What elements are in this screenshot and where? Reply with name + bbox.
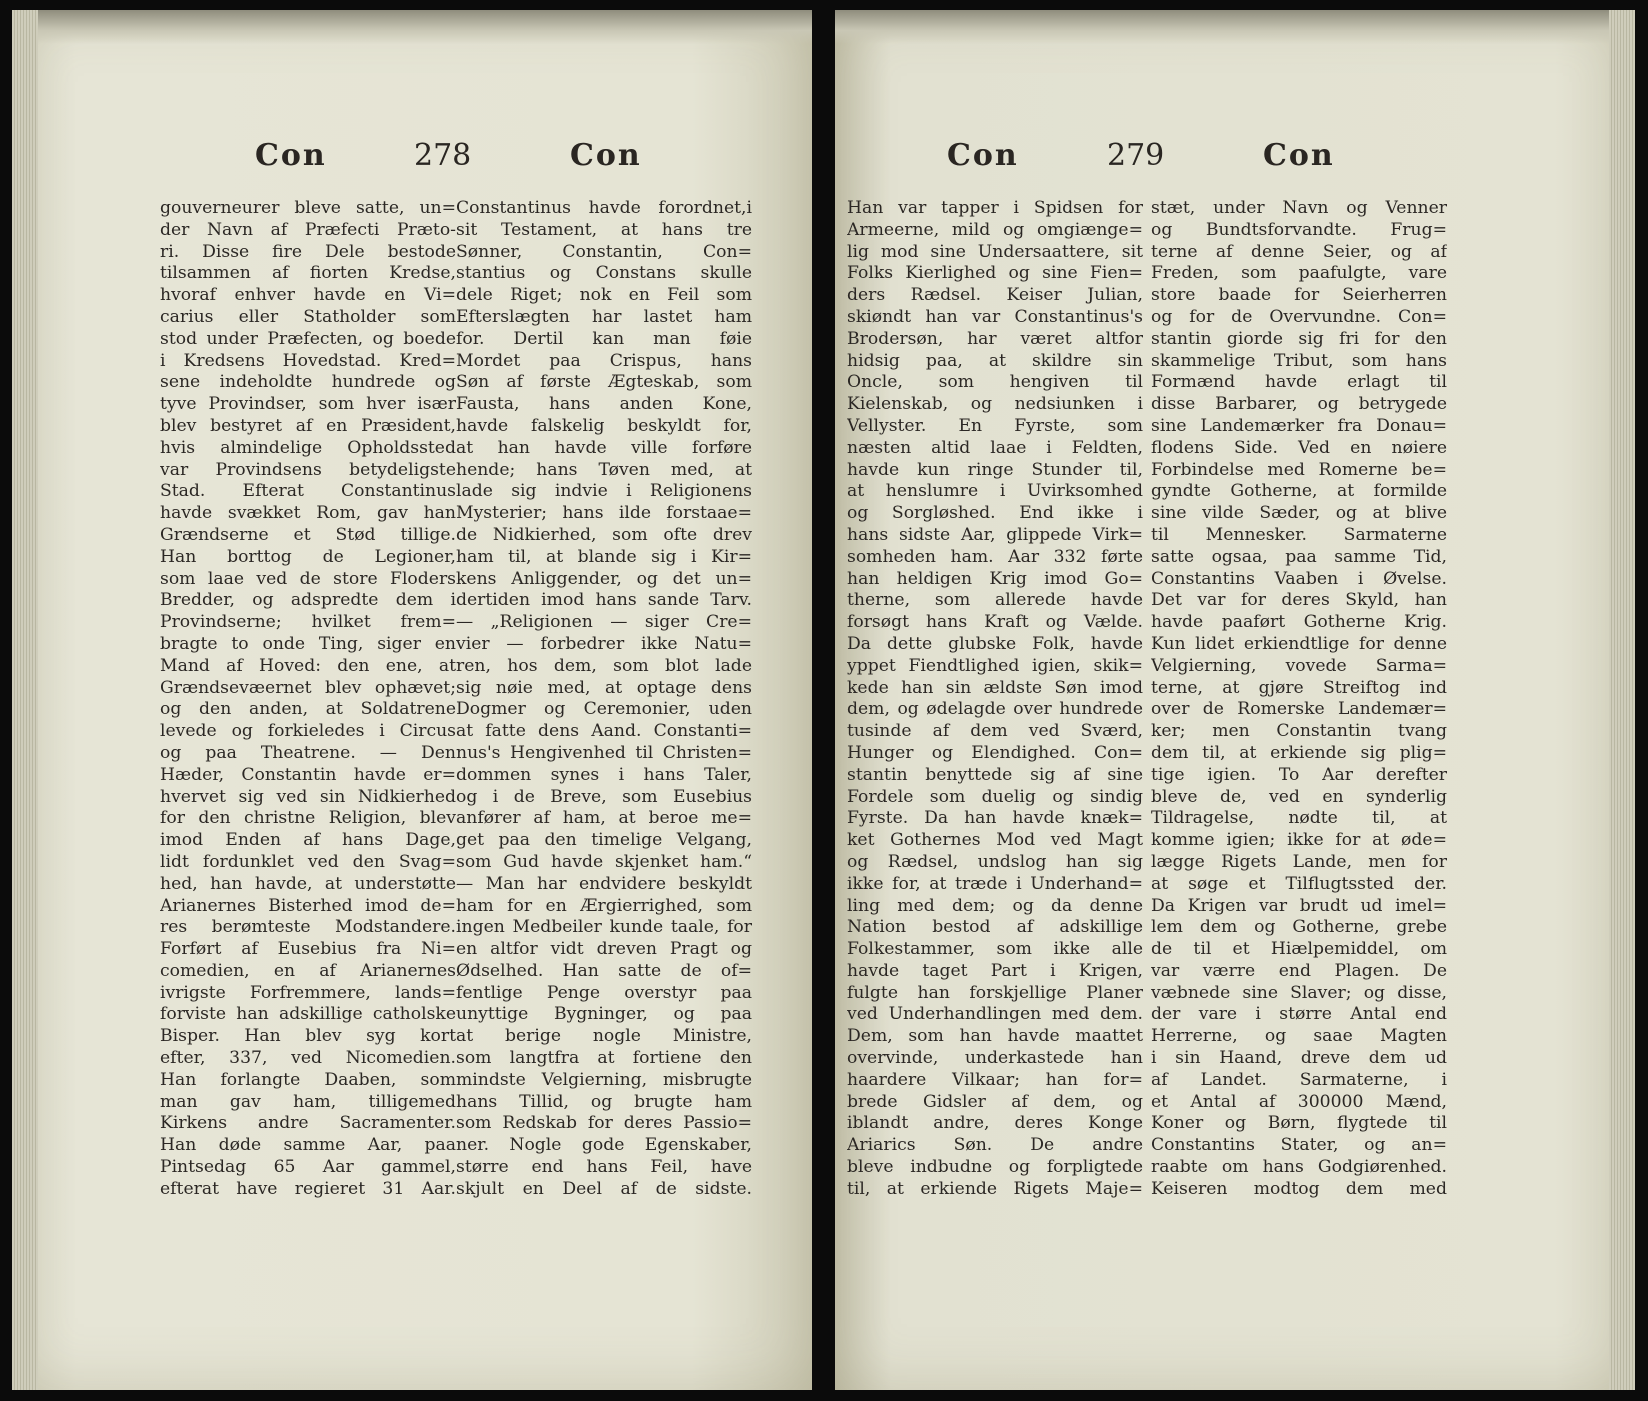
text-line: at henslumre i Uvirksomhed [847, 481, 1143, 502]
text-line: anfører af ham, at beroe me= [456, 808, 752, 829]
text-line: Koner og Børn, flygtede til [1151, 1113, 1447, 1134]
text-line: Da Krigen var brudt ud imel= [1151, 895, 1447, 916]
text-line: man gav ham, tilligemed [160, 1091, 456, 1112]
text-column-left [160, 198, 456, 1201]
text-line: større end hans Feil, have [456, 1157, 752, 1178]
text-line: Keiseren modtog dem med [1151, 1178, 1447, 1199]
text-line: til, at erkiende Rigets Maje= [847, 1178, 1143, 1199]
text-line: Brodersøn, har været altfor [847, 328, 1143, 349]
text-line: Fausta, hans anden Kone, [456, 394, 752, 415]
text-line: og den anden, at Soldatrene [160, 699, 456, 720]
text-line: tyve Provindser, som hver især [160, 394, 456, 415]
text-line: der Navn af Præfecti Præto- [160, 219, 456, 240]
text-line: kens Anliggender, og det un= [456, 568, 752, 589]
text-line: Ødselhed. Han satte de of= [456, 960, 752, 981]
text-line: Dogmer og Ceremonier, uden [456, 699, 752, 720]
text-line: Constantinus havde forordnet,i [456, 198, 752, 218]
text-line: ham for en Ærgierrighed, som [456, 895, 752, 916]
text-line: blev bestyret af en Præsident, [160, 415, 456, 436]
text-line: at søge et Tilflugtssted der. [1151, 873, 1447, 894]
text-line: dele Riget; nok en Feil som [456, 285, 752, 306]
text-line: raabte om hans Godgiørenhed. [1151, 1157, 1447, 1178]
text-line: ri. Disse fire Dele bestode [160, 241, 456, 262]
text-line: var Provindsens betydeligste [160, 459, 456, 480]
text-line: sene indeholdte hundrede og [160, 372, 456, 393]
text-line: der vare i større Antal end [1151, 1004, 1447, 1025]
text-line: væbnede sine Slaver; og disse, [1151, 982, 1447, 1003]
text-line: Provindserne; hvilket frem= [160, 612, 456, 633]
text-line: — „Religionen — siger Cre= [456, 612, 752, 633]
text-line: lidt fordunklet ved den Svag= [160, 851, 456, 872]
page-number: 279 [1107, 138, 1165, 173]
text-line: hvoraf enhver havde en Vi= [160, 285, 456, 306]
text-line: somheden ham. Aar 332 førte [847, 546, 1143, 567]
text-line: stantius og Constans skulle [456, 263, 752, 284]
text-line: therne, som allerede havde [847, 590, 1143, 611]
text-line: for. Dertil kan man føie [456, 328, 752, 349]
text-line: tilsammen af fiorten Kredse, [160, 263, 456, 284]
text-line: get paa den timelige Velgang, [456, 830, 752, 851]
text-line: Kun lidet erkiendtlige for denne [1151, 633, 1447, 654]
text-line: til Mennesker. Sarmaterne [1151, 524, 1447, 545]
text-line: havde taget Part i Krigen, [847, 960, 1143, 981]
text-line: Han forlangte Daaben, som [160, 1069, 456, 1090]
text-line: hans sidste Aar, glippede Virk= [847, 524, 1143, 545]
text-line: Oncle, som hengiven til [847, 372, 1143, 393]
text-line: disse Barbarer, og betrygede [1151, 394, 1447, 415]
text-line: at han havde ville forføre [456, 437, 752, 458]
text-line: bleve indbudne og forpligtede [847, 1157, 1143, 1178]
text-line: at fatte dens Aand. Constanti= [456, 721, 752, 742]
text-line: Dem, som han havde maattet [847, 1026, 1143, 1047]
text-line: stæt, under Navn og Venner [1151, 198, 1447, 218]
text-line: Forført af Eusebius fra Ni= [160, 939, 456, 960]
text-line: fulgte han forskjellige Planer [847, 982, 1143, 1003]
text-line: lem dem og Gotherne, grebe [1151, 917, 1447, 938]
text-line: Han døde samme Aar, paa [160, 1135, 456, 1156]
text-line: havde svækket Rom, gav han [160, 503, 456, 524]
text-line: store baade for Seierherren [1151, 285, 1447, 306]
text-line: Kielenskab, og nedsiunken i [847, 394, 1143, 415]
text-line: havde paaført Gotherne Krig. [1151, 612, 1447, 633]
text-line: i sin Haand, dreve dem ud [1151, 1048, 1447, 1069]
text-line: Grændserne et Stød tillige. [160, 524, 456, 545]
text-line: satte ogsaa, paa samme Tid, [1151, 546, 1447, 567]
text-line: kede han sin ældste Søn imod [847, 677, 1143, 698]
text-line: brede Gidsler af dem, og [847, 1091, 1143, 1112]
text-line: hidsig paa, at skildre sin [847, 350, 1143, 371]
header-left-word: Con [255, 138, 327, 173]
text-line: Formænd havde erlagt til [1151, 372, 1447, 393]
text-line: stantin giorde sig fri for den [1151, 328, 1447, 349]
text-line: nus's Hengivenhed til Christen= [456, 742, 752, 763]
text-line: hvis almindelige Opholdssted [160, 437, 456, 458]
text-line: Folkestammer, som ikke alle [847, 939, 1143, 960]
text-line: en altfor vidt dreven Pragt og [456, 939, 752, 960]
text-line: haardere Vilkaar; han for= [847, 1069, 1143, 1090]
text-line: Herrerne, og saae Magten [1151, 1026, 1447, 1047]
text-line: ket Gothernes Mod ved Magt [847, 830, 1143, 851]
text-line: i Kredsens Hovedstad. Kred= [160, 350, 456, 371]
text-line: terne, at gjøre Streiftog ind [1151, 677, 1447, 698]
text-line: lade sig indvie i Religionens [456, 481, 752, 502]
text-line: Hunger og Elendighed. Con= [847, 742, 1143, 763]
text-line: Sønner, Constantin, Con= [456, 241, 752, 262]
text-line: ling med dem; og da denne [847, 895, 1143, 916]
text-line: Vellyster. En Fyrste, som [847, 415, 1143, 436]
text-line: lig mod sine Undersaattere, sit [847, 241, 1143, 262]
text-line: Nation bestod af adskillige [847, 917, 1143, 938]
text-line: ivrigste Forfremmere, lands= [160, 982, 456, 1003]
text-line: stantin benyttede sig af sine [847, 764, 1143, 785]
text-column-right [1151, 198, 1447, 1201]
page-top-shadow [835, 10, 1635, 44]
text-line: og i de Breve, som Eusebius [456, 786, 752, 807]
text-line: som langtfra at fortiene den [456, 1048, 752, 1069]
text-line: Fyrste. Da han havde knæk= [847, 808, 1143, 829]
text-line: Fordele som duelig og sindig [847, 786, 1143, 807]
text-line: lægge Rigets Lande, men for [1151, 851, 1447, 872]
page-number: 278 [414, 138, 472, 173]
text-line: skammelige Tribut, som hans [1151, 350, 1447, 371]
text-line: Forbindelse med Romerne be= [1151, 459, 1447, 480]
text-line: efterat have regieret 31 Aar. [160, 1178, 456, 1199]
text-line: og for de Overvundne. Con= [1151, 306, 1447, 327]
text-line: flodens Side. Ved en nøiere [1151, 437, 1447, 458]
text-line: ren, hos dem, som blot lade [456, 655, 752, 676]
text-line: Constantins Vaaben i Øvelse. [1151, 568, 1447, 589]
text-line: overvinde, underkastede han [847, 1048, 1143, 1069]
text-line: Stad. Efterat Constantinus [160, 481, 456, 502]
text-line: dertiden imod hans sande Tarv. [456, 590, 752, 611]
text-line: de Nidkierhed, som ofte drev [456, 524, 752, 545]
text-line: havde kun ringe Stunder til, [847, 459, 1143, 480]
text-line: Velgierning, vovede Sarma= [1151, 655, 1447, 676]
text-line: at berige nogle Ministre, [456, 1026, 752, 1047]
text-line: Mysterier; hans ilde forstaae= [456, 503, 752, 524]
text-line: Armeerne, mild og omgiænge= [847, 219, 1143, 240]
header-right-word: Con [570, 138, 642, 173]
text-line: var værre end Plagen. De [1151, 960, 1447, 981]
page-edge [12, 10, 38, 1390]
text-line: komme igien; ikke for at øde= [1151, 830, 1447, 851]
text-line: Han var tapper i Spidsen for [847, 198, 1143, 218]
text-line: Grændsevæernet blev ophævet; [160, 677, 456, 698]
text-line: sine Landemærker fra Donau= [1151, 415, 1447, 436]
text-line: Ariarics Søn. De andre [847, 1135, 1143, 1156]
text-line: carius eller Statholder som [160, 306, 456, 327]
text-line: Efterslægten har lastet ham [456, 306, 752, 327]
text-line: hende; hans Tøven med, at [456, 459, 752, 480]
text-line: terne af denne Seier, og af [1151, 241, 1447, 262]
text-line: Tildragelse, nødte til, at [1151, 808, 1447, 829]
text-line: iblandt andre, deres Konge [847, 1113, 1143, 1134]
text-line: og Rædsel, undslog han sig [847, 851, 1143, 872]
text-line: han heldigen Krig imod Go= [847, 568, 1143, 589]
text-line: tige igien. To Aar derefter [1151, 764, 1447, 785]
text-line: Arianernes Bisterhed imod de= [160, 895, 456, 916]
text-line: tusinde af dem ved Sværd, [847, 721, 1143, 742]
text-line: forsøgt hans Kraft og Vælde. [847, 612, 1143, 633]
text-line: sig nøie med, at optage dens [456, 677, 752, 698]
text-line: unyttige Bygninger, og paa [456, 1004, 752, 1025]
text-line: for den christne Religion, blev [160, 808, 456, 829]
text-line: ders Rædsel. Keiser Julian, [847, 285, 1143, 306]
text-line: Kirkens andre Sacramenter. [160, 1113, 456, 1134]
text-line: bragte to onde Ting, siger en [160, 633, 456, 654]
header-right-word: Con [1263, 138, 1335, 173]
text-line: som Redskab for deres Passio= [456, 1113, 752, 1134]
text-line: levede og forkieledes i Circus [160, 721, 456, 742]
text-line: mindste Velgierning, misbrugte [456, 1069, 752, 1090]
text-line: dem til, at erkiende sig plig= [1151, 742, 1447, 763]
text-line: sit Testament, at hans tre [456, 219, 752, 240]
text-line: Hæder, Constantin havde er= [160, 764, 456, 785]
text-line: Mordet paa Crispus, hans [456, 350, 752, 371]
text-line: hed, han havde, at understøtte [160, 873, 456, 894]
text-line: skjult en Deel af de sidste. [456, 1178, 752, 1199]
text-line: næsten altid laae i Feldten, [847, 437, 1143, 458]
text-line: sine vilde Sæder, og at blive [1151, 503, 1447, 524]
text-column-right [456, 198, 752, 1201]
text-line: skiøndt han var Constantinus's [847, 306, 1143, 327]
text-line: gouverneurer bleve satte, un= [160, 198, 456, 218]
text-line: havde falskelig beskyldt for, [456, 415, 752, 436]
text-line: et Antal af 300000 Mænd, [1151, 1091, 1447, 1112]
text-column-left [847, 198, 1143, 1201]
text-line: gyndte Gotherne, at formilde [1151, 481, 1447, 502]
page-top-shadow [12, 10, 812, 44]
text-line: stod under Præfecten, og boede [160, 328, 456, 349]
text-line: ham til, at blande sig i Kir= [456, 546, 752, 567]
text-line: Pintsedag 65 Aar gammel, [160, 1157, 456, 1178]
text-line: efter, 337, ved Nicomedien. [160, 1048, 456, 1069]
text-line: vier — forbedrer ikke Natu= [456, 633, 752, 654]
right-page [835, 10, 1635, 1390]
text-line: som Gud havde skjenket ham.“ [456, 851, 752, 872]
text-line: Det var for deres Skyld, han [1151, 590, 1447, 611]
text-line: comedien, en af Arianernes [160, 960, 456, 981]
text-line: ved Underhandlingen med dem. [847, 1004, 1143, 1025]
text-line: Bredder, og adspredte dem i [160, 590, 456, 611]
text-line: Bisper. Han blev syg kort [160, 1026, 456, 1047]
text-line: og Sorgløshed. End ikke i [847, 503, 1143, 524]
text-line: ikke for, at træde i Underhand= [847, 873, 1143, 894]
text-line: imod Enden af hans Dage, [160, 830, 456, 851]
text-line: forviste han adskillige catholske [160, 1004, 456, 1025]
text-line: og paa Theatrene. — Den [160, 742, 456, 763]
text-line: Han borttog de Legioner, [160, 546, 456, 567]
text-line: Da dette glubske Folk, havde [847, 633, 1143, 654]
text-line: ingen Medbeiler kunde taale, for [456, 917, 752, 938]
text-line: de til et Hiælpemiddel, om [1151, 939, 1447, 960]
text-line: over de Romerske Landemær= [1151, 699, 1447, 720]
text-line: Søn af første Ægteskab, som [456, 372, 752, 393]
text-line: og Bundtsforvandte. Frug= [1151, 219, 1447, 240]
page-edge [1609, 10, 1635, 1390]
text-line: Constantins Stater, og an= [1151, 1135, 1447, 1156]
text-line: hvervet sig ved sin Nidkierhed [160, 786, 456, 807]
left-page [12, 10, 812, 1390]
header-left-word: Con [947, 138, 1019, 173]
text-line: res berømteste Modstandere. [160, 917, 456, 938]
text-line: dem, og ødelagde over hundrede [847, 699, 1143, 720]
text-line: hans Tillid, og brugte ham [456, 1091, 752, 1112]
text-line: bleve de, ved en synderlig [1151, 786, 1447, 807]
text-line: fentlige Penge overstyr paa [456, 982, 752, 1003]
text-line: Mand af Hoved: den ene, at [160, 655, 456, 676]
text-line: af Landet. Sarmaterne, i [1151, 1069, 1447, 1090]
text-line: Folks Kierlighed og sine Fien= [847, 263, 1143, 284]
text-line: yppet Fiendtlighed igien, skik= [847, 655, 1143, 676]
text-line: som laae ved de store Floders [160, 568, 456, 589]
text-line: — Man har endvidere beskyldt [456, 873, 752, 894]
text-line: Freden, som paafulgte, vare [1151, 263, 1447, 284]
text-line: ner. Nogle gode Egenskaber, [456, 1135, 752, 1156]
text-line: dommen synes i hans Taler, [456, 764, 752, 785]
text-line: ker; men Constantin tvang [1151, 721, 1447, 742]
